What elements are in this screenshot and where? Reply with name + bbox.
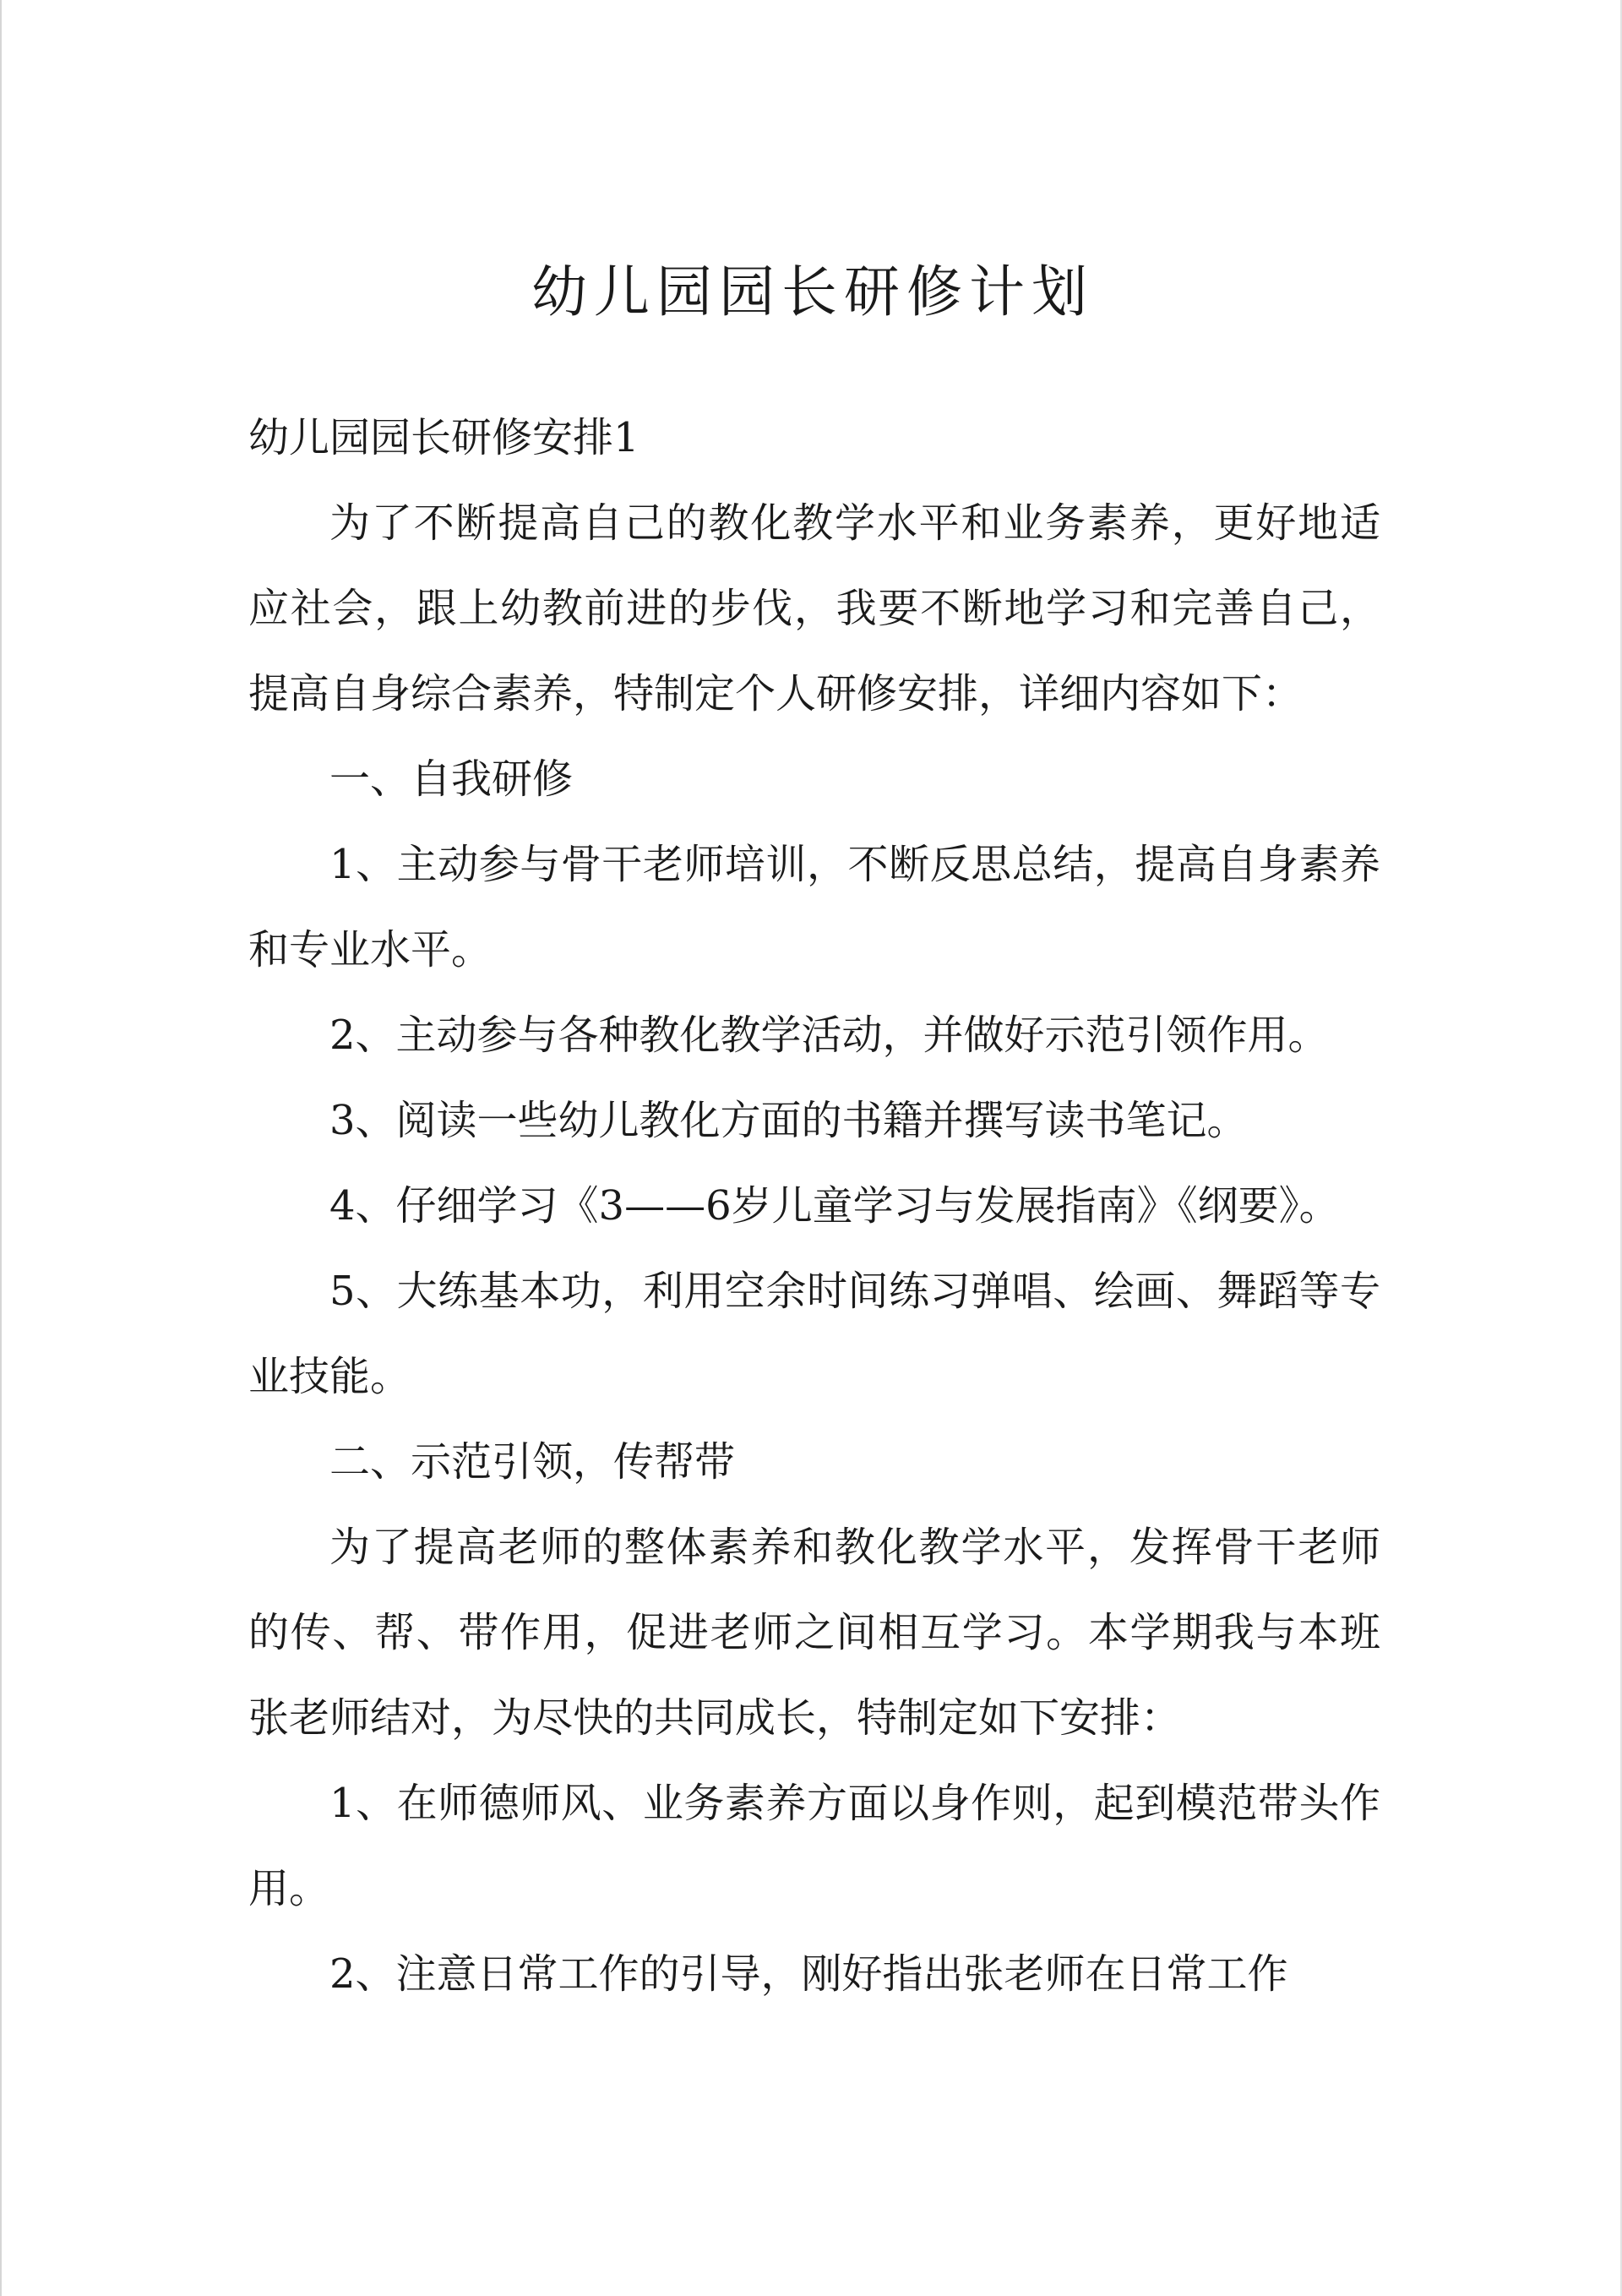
list-item: 2、主动参与各种教化教学活动，并做好示范引领作用。	[329, 1012, 1329, 1059]
document-title: 幼儿园园长研修计划	[531, 259, 1094, 324]
list-item: 3、阅读一些幼儿教化方面的书籍并撰写读书笔记。	[329, 1097, 1248, 1144]
mentoring-paragraph: 为了提高老师的整体素养和教化教学水平，发挥骨干老师的传、帮、带作用，促进老师之间相互学习。本学期我与本班张老师结对，为尽快的共同成长，特制定如下安排：	[248, 1524, 1380, 1742]
subheading-self-study: 一、自我研修	[329, 755, 574, 803]
intro-paragraph: 为了不断提高自己的教化教学水平和业务素养，更好地适应社会，跟上幼教前进的步伐，我要不断地学习和完善自己，提高自身综合素养，特制定个人研修安排，详细内容如下：	[248, 499, 1380, 717]
list-item: 5、大练基本功，利用空余时间练习弹唱、绘画、舞蹈等专业技能。	[248, 1268, 1380, 1400]
list-item: 1、主动参与骨干老师培训，不断反思总结，提高自身素养和专业水平。	[248, 841, 1380, 973]
list-item: 2、注意日常工作的引导，刚好指出张老师在日常工作	[329, 1950, 1288, 1998]
document-body	[248, 395, 1380, 2017]
subheading-mentoring: 二、示范引领，传帮带	[329, 1438, 736, 1486]
list-item: 1、在师德师风、业务素养方面以身作则，起到模范带头作用。	[248, 1780, 1380, 1912]
section-heading: 幼儿园园长研修安排1	[248, 414, 640, 461]
list-item: 4、仔细学习《3——6岁儿童学习与发展指南》《纲要》。	[329, 1182, 1340, 1230]
